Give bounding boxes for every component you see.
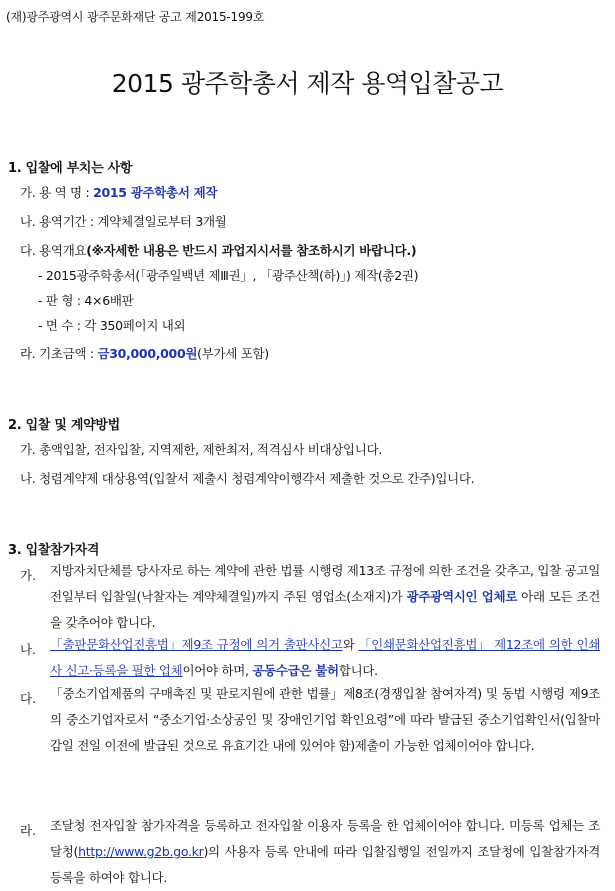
item-marker: 라. [20, 823, 37, 838]
overview-item-books: - 2015광주학총서(「광주일백년 제Ⅲ권」, 「광주산책(하)」) 제작(총2권) [38, 268, 419, 283]
service-name-label: 용 역 명 : [39, 185, 94, 200]
item-marker: 라. [20, 346, 36, 361]
item-marker: 다. [20, 243, 36, 258]
overview-item-format: - 판 형 : 4×6배판 [38, 293, 134, 308]
publishing-law-reference: 「출판문화산업진흥법」제9조 규정에 의거 출판사신고 [50, 637, 343, 652]
item-marker: 나. [20, 214, 36, 229]
section-3-item-b [50, 632, 600, 684]
integrity-contract: 청렴계약제 대상용역(입찰서 제출시 청렴계약이행각서 제출한 것으로 간주)입니다. [39, 471, 475, 486]
overview-note: (※자세한 내용은 반드시 과업지시서를 참조하시기 바랍니다.) [86, 243, 417, 258]
section-1-item-d [20, 344, 269, 362]
section-2-heading: 2. 입찰 및 계약방법 [8, 418, 120, 433]
bidding-method: 총액입찰, 전자입찰, 지역제한, 제한최저, 적격심사 비대상입니다. [39, 442, 383, 457]
registration-text-end: )의 사용자 등록 안내에 따라 입찰집행일 전일까지 조달청에 입찰참가자격 등록을 하여야 합니다. [50, 844, 600, 885]
notice-number: (재)광주광역시 광주문화재단 공고 제2015-199호 [6, 10, 265, 24]
conjunction-text: 와 [342, 637, 359, 652]
qualification-text-end: 아래 모든 조건을 갖추어야 합니다. [50, 589, 600, 630]
section-1-heading: 1. 입찰에 부치는 사항 [8, 161, 133, 176]
base-price-value: 금30,000,000원 [97, 346, 198, 361]
overview-item-pages: - 면 수 : 각 350페이지 내외 [38, 318, 186, 333]
base-price-suffix: (부가세 포함) [197, 346, 269, 361]
item-marker: 가. [20, 568, 37, 583]
item-marker: 나. [20, 642, 37, 657]
service-overview-label: 용역개요 [39, 243, 87, 258]
section-3-heading: 3. 입찰참가자격 [8, 543, 100, 558]
condition-text: 이어야 하며, [182, 663, 253, 678]
section-3-item-a [50, 558, 600, 636]
qualification-emphasis: 광주광역시인 업체로 [406, 589, 518, 604]
service-period: 용역기간 : 계약체결일로부터 3개월 [39, 214, 227, 229]
item-marker: 나. [20, 471, 36, 486]
service-name-value: 2015 광주학총서 제작 [93, 185, 218, 200]
section-3-item-c: 「중소기업제품의 구매촉진 및 판로지원에 관한 법률」제8조(경쟁입찰 참여자격) 및 동법 시행령 제9조의 중소기업자로서 “중소기업·소상공인 및 장애인기업 확인요령”에 따라 발급된 중소기업확인서(입찰마감일 전일 이전에 발급된 것으로 유효기간 내에 있어야 함)제출이 가능한 업체이어야 합니다. [50, 686, 600, 753]
sentence-end: 합니다. [338, 663, 378, 678]
g2b-link[interactable]: http://www.g2b.go.kr [78, 844, 204, 859]
item-marker: 가. [20, 442, 36, 457]
page-title: 2015 광주학총서 제작 용역입찰공고 [111, 69, 504, 98]
section-1-item-c [20, 241, 416, 259]
registration-text: 조달청 전자입찰 참가자격을 등록하고 전자입찰 이용자 등록을 한 업체이어야 합니다. 미등록 업체는 조달청( [50, 818, 600, 859]
section-2-item-a [20, 440, 382, 458]
base-price-label: 기초금액 : [39, 346, 98, 361]
item-marker: 다. [20, 691, 37, 706]
printing-law-reference: 「인쇄문화산업진흥법」 제12조에 의한 인쇄사 신고·등록을 필한 업체 [50, 637, 600, 678]
section-1-item-a [20, 183, 217, 201]
item-marker: 가. [20, 185, 36, 200]
qualification-text: 지방자치단체를 당사자로 하는 계약에 관한 법률 시행령 제13조 규정에 의한 조건을 갖추고, 입찰 공고일 전일부터 입찰일(낙찰자는 계약체결일)까지 주된 영업소(소재지)가 [50, 563, 600, 604]
joint-bid-prohibited: 공동수급은 불허 [252, 663, 339, 678]
section-1-item-b [20, 212, 227, 230]
section-2-item-b [20, 469, 474, 487]
section-3-item-d [50, 813, 600, 891]
